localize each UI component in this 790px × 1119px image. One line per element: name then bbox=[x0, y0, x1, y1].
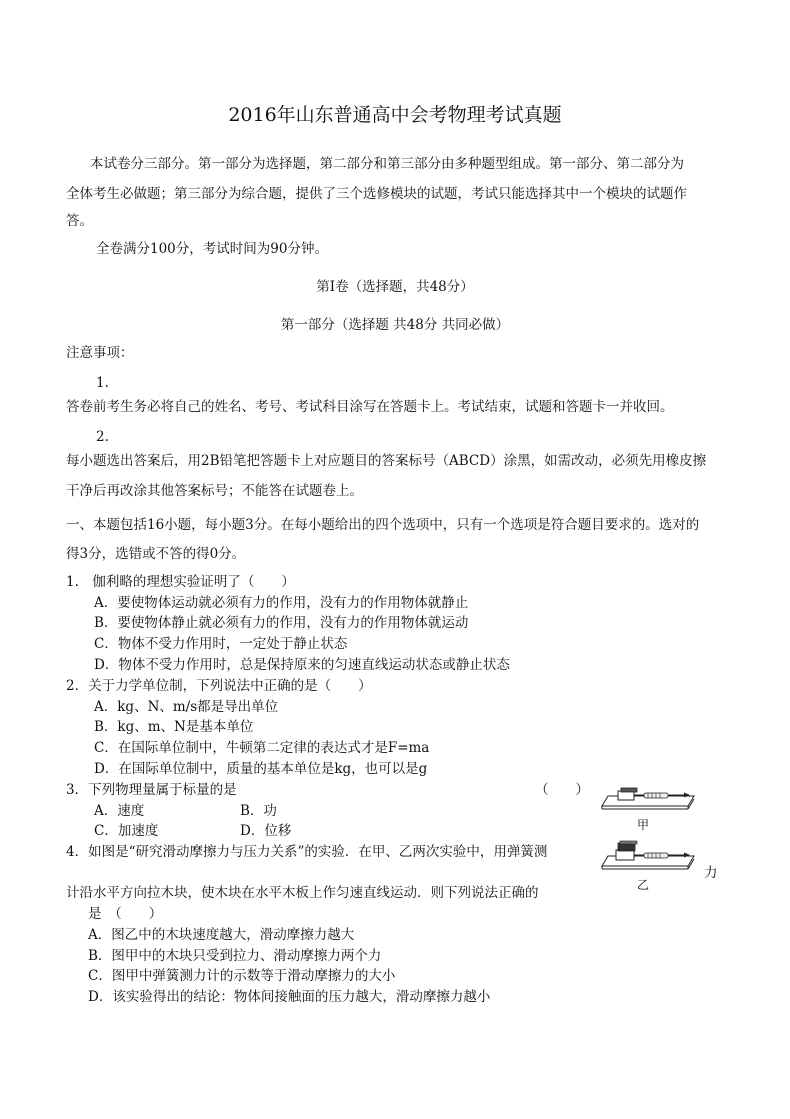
q4-stem-line-2: 计沿水平方向拉木块，使木块在水平木板上作匀速直线运动．则下列说法正确的 bbox=[66, 885, 539, 901]
q2-stem: 2．关于力学单位制，下列说法中正确的是（ ） bbox=[66, 678, 372, 694]
notice-number-1: 1. bbox=[96, 375, 109, 391]
instruction-line-2: 得3分，选错或不答的得0分。 bbox=[66, 546, 246, 562]
q2-option-c: C．在国际单位制中，牛顿第二定律的表达式才是F=ma bbox=[94, 740, 430, 756]
q3-option-c: C．加速度 bbox=[94, 823, 159, 839]
q4-option-d: D．该实验得出的结论：物体间接触面的压力越大，滑动摩擦力越小 bbox=[88, 989, 491, 1005]
q2-option-a: A．kg、N、m/s都是导出单位 bbox=[94, 699, 279, 715]
q3-stem: 3．下列物理量属于标量的是 bbox=[66, 782, 237, 798]
q3-option-a: A．速度 bbox=[94, 803, 145, 819]
q4-stem-line-3: 是 （ ） bbox=[88, 906, 163, 922]
notice-number-2: 2. bbox=[96, 429, 109, 445]
q2-option-d: D．在国际单位制中，质量的基本单位是kg，也可以是g bbox=[94, 761, 428, 777]
intro-line-4: 全卷满分100分，考试时间为90分钟。 bbox=[96, 241, 328, 257]
q4-option-c: C．图甲中弹簧测力计的示数等于滑动摩擦力的大小 bbox=[88, 968, 396, 984]
instruction-line-1: 一、本题包括16小题，每小题3分。在每小题给出的四个选项中，只有一个选项是符合题目要求的。选对的 bbox=[66, 517, 700, 533]
figure-yi-board bbox=[600, 840, 696, 872]
q3-option-b: B．功 bbox=[240, 803, 277, 819]
intro-line-1: 本试卷分三部分。第一部分为选择题，第二部分和第三部分由多种题型组成。第一部分、第二部分为 bbox=[90, 156, 684, 172]
q1-option-b: B．要使物体静止就必须有力的作用，没有力的作用物体就运动 bbox=[94, 615, 469, 631]
figure-jia-board bbox=[600, 782, 696, 812]
figure-jia-label: 甲 bbox=[637, 818, 650, 832]
q1-option-c: C．物体不受力作用时，一定处于静止状态 bbox=[94, 636, 348, 652]
q1-option-a: A．要使物体运动就必须有力的作用，没有力的作用物体就静止 bbox=[94, 595, 469, 611]
notice-text-1: 答卷前考生务必将自己的姓名、考号、考试科目涂写在答题卡上。考试结束，试题和答题卡一并收回。 bbox=[66, 399, 674, 415]
intro-line-2: 全体考生必做题；第三部分为综合题，提供了三个选修模块的试题，考试只能选择其中一个模块的试题作 bbox=[66, 186, 687, 202]
section-title: 第Ⅰ卷（选择题，共48分） bbox=[316, 279, 474, 295]
q3-option-d: D．位移 bbox=[240, 823, 292, 839]
intro-line-3: 答。 bbox=[66, 213, 93, 229]
figure-yi-label: 乙 bbox=[637, 878, 650, 892]
notice-heading: 注意事项： bbox=[66, 345, 134, 361]
notice-text-2a: 每小题选出答案后，用2B铅笔把答题卡上对应题目的答案标号（ABCD）涂黑，如需改动，必须先用橡皮擦 bbox=[66, 453, 707, 469]
q2-option-b: B．kg、m、N是基本单位 bbox=[94, 719, 254, 735]
q3-answer-paren: （ ） bbox=[535, 782, 589, 798]
notice-text-2b: 干净后再改涂其他答案标号；不能答在试题卷上。 bbox=[66, 483, 363, 499]
q4-stem-line-1-tail: 力 bbox=[704, 865, 718, 881]
part-title: 第一部分（选择题 共48分 共同必做） bbox=[280, 317, 510, 333]
q4-option-a: A．图乙中的木块速度越大，滑动摩擦力越大 bbox=[88, 927, 355, 943]
page-title: 2016年山东普通高中会考物理考试真题 bbox=[228, 104, 562, 126]
q4-option-b: B．图甲中的木块只受到拉力、滑动摩擦力两个力 bbox=[88, 948, 382, 964]
q1-option-d: D．物体不受力作用时，总是保持原来的匀速直线运动状态或静止状态 bbox=[94, 657, 510, 673]
q1-stem: 1. 伽利略的理想实验证明了（ ） bbox=[66, 574, 295, 590]
q4-stem-line-1: 4．如图是“研究滑动摩擦力与压力关系”的实验．在甲、乙两次实验中，用弹簧测 bbox=[66, 844, 548, 860]
